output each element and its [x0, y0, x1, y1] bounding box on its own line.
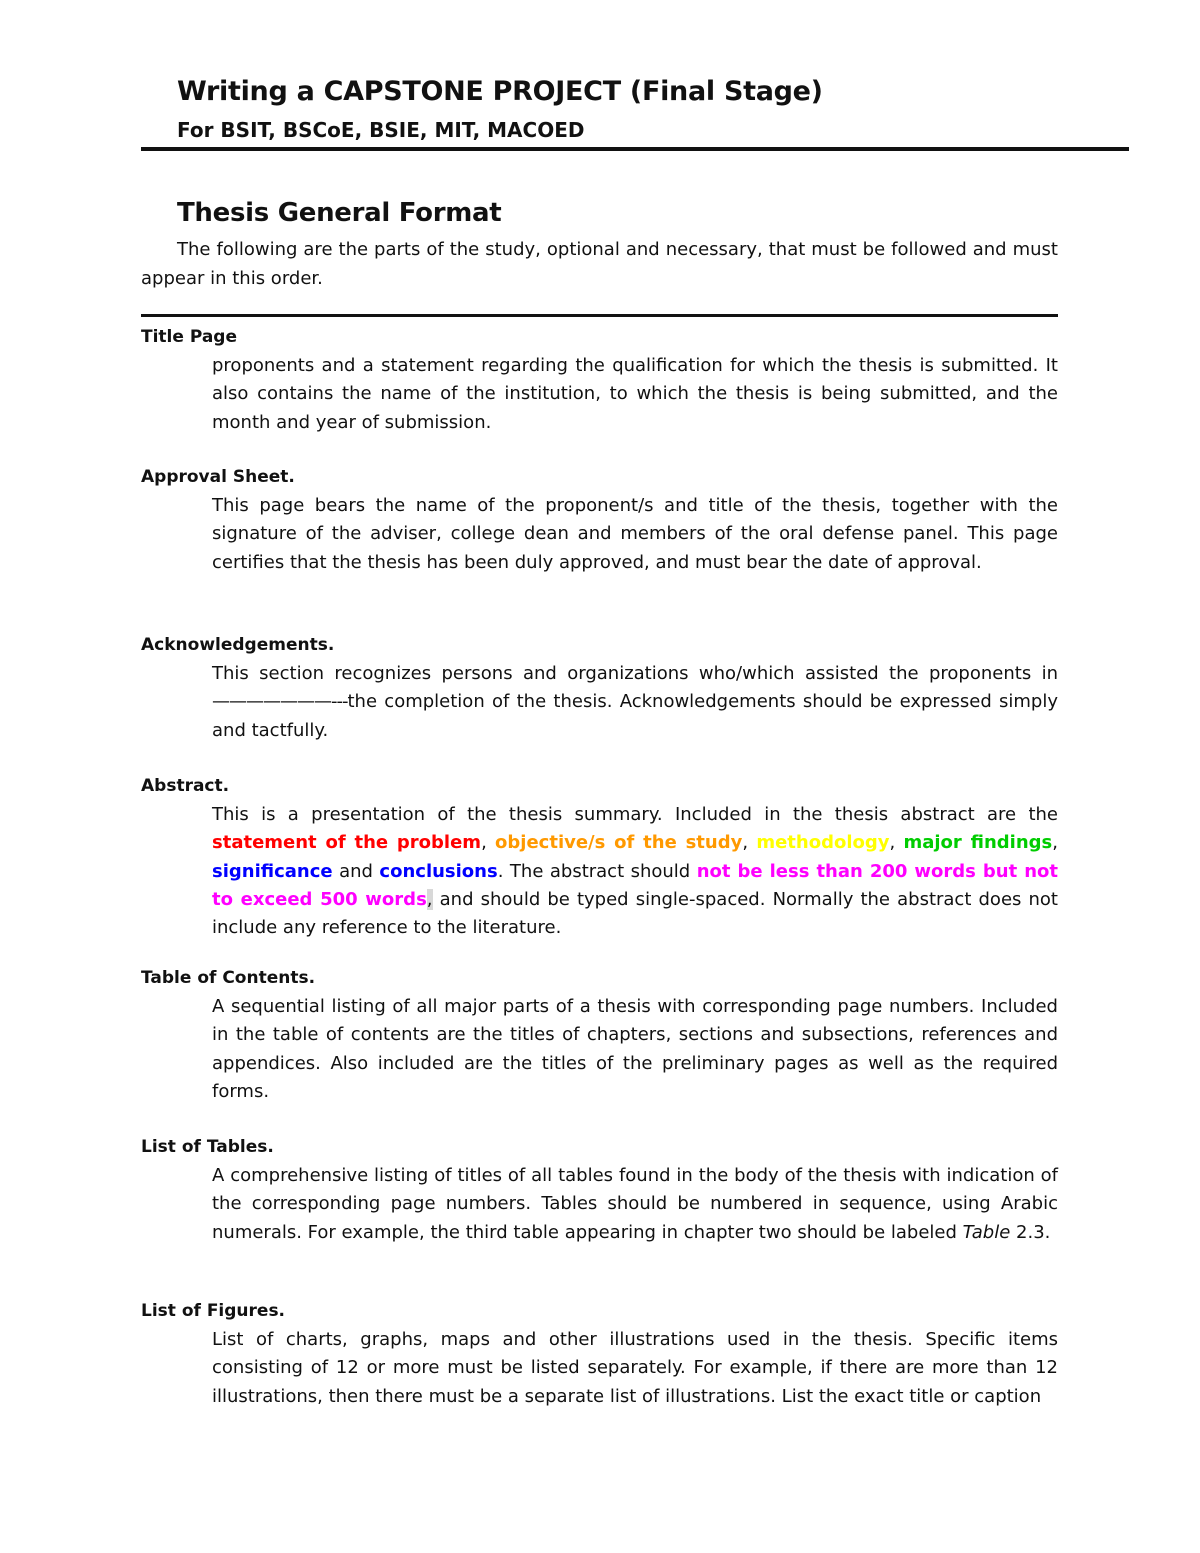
section-intro: The following are the parts of the study, optional and necessary, that must be followed and must appear in this order.	[141, 239, 1058, 289]
acknowledgements-heading: Acknowledgements.	[141, 635, 335, 655]
abstract-separator: ,	[742, 832, 757, 854]
document-title: Writing a CAPSTONE PROJECT (Final Stage)	[177, 76, 823, 107]
approval-sheet-heading: Approval Sheet.	[141, 467, 295, 487]
abstract-comma: ,	[426, 888, 433, 910]
abstract-highlight-objectives: objective/s of the study	[495, 832, 743, 854]
acknowledgements-text-start: This section recognizes persons and organizations who/which assisted the proponents in	[212, 663, 1058, 684]
table-number: 2.3.	[1010, 1221, 1051, 1243]
document-subtitle: For BSIT, BSCoE, BSIE, MIT, MACOED	[177, 118, 585, 142]
abstract-highlight-significance: significance	[212, 860, 333, 882]
table-of-contents-body: A sequential listing of all major parts of a thesis with corresponding page numbers. Included in the table of contents are the titles of chapters, sections and subsections, references and appendices. Also included are the titles of the preliminary pages as well as the required forms.	[212, 996, 1058, 1102]
abstract-body	[212, 801, 1058, 942]
abstract-text-2: . The abstract should	[497, 860, 697, 882]
abstract-text-and: and	[332, 860, 380, 882]
list-of-figures-heading: List of Figures.	[141, 1301, 286, 1321]
abstract-separator: ,	[889, 832, 904, 854]
acknowledgements-body	[212, 660, 1058, 745]
abstract-separator: ,	[481, 832, 496, 854]
acknowledgements-text-end: the completion of the thesis. Acknowledgements should be expressed simply and tactfully.	[212, 691, 1058, 741]
approval-sheet-body: This page bears the name of the proponent/s and title of the thesis, together with the signature of the adviser, college dean and members of the oral defense panel. This page certifies that the thesis has been duly approved, and must bear the date of approval.	[212, 495, 1058, 573]
table-label-italic: Table	[962, 1221, 1011, 1243]
title-page-heading: Title Page	[141, 327, 237, 347]
abstract-highlight-problem: statement of the problem	[212, 832, 482, 854]
title-page-body: proponents and a statement regarding the qualification for which the thesis is submitted. It also contains the name of the institution, to which the thesis is being submitted, and the month and year of submission.	[212, 355, 1058, 433]
abstract-text-3: and should be typed single-spaced. Normally the abstract does not include any reference to the literature.	[212, 888, 1058, 939]
header-divider	[141, 147, 1129, 151]
section-heading: Thesis General Format	[177, 198, 502, 228]
table-of-contents-heading: Table of Contents.	[141, 968, 316, 988]
acknowledgements-dashes: ———————---	[212, 691, 348, 713]
abstract-highlight-findings: major findings	[903, 832, 1053, 854]
abstract-text-1: This is a presentation of the thesis summary. Included in the thesis abstract are the	[212, 804, 1058, 825]
intro-divider	[141, 314, 1058, 317]
list-of-tables-heading: List of Tables.	[141, 1137, 274, 1157]
list-of-tables-body	[212, 1162, 1058, 1247]
abstract-separator: ,	[1052, 832, 1058, 854]
abstract-highlight-methodology: methodology	[756, 832, 890, 854]
list-of-figures-body: List of charts, graphs, maps and other illustrations used in the thesis. Specific items consisting of 12 or more must be listed separately. For example, if there are more than 12 illustrations, then there must be a separate list of illustrations. List the exact title or caption	[212, 1329, 1058, 1407]
abstract-heading: Abstract.	[141, 776, 230, 796]
list-of-tables-text: A comprehensive listing of titles of all tables found in the body of the thesis with indication of the corresponding page numbers. Tables should be numbered in sequence, using Arabic numerals. For example, the third table appearing in chapter two should be labeled	[212, 1165, 1058, 1243]
abstract-highlight-word-limit: not be less than 200 words but not to exceed 500 words	[212, 860, 1059, 910]
abstract-highlight-conclusions: conclusions	[379, 860, 498, 882]
